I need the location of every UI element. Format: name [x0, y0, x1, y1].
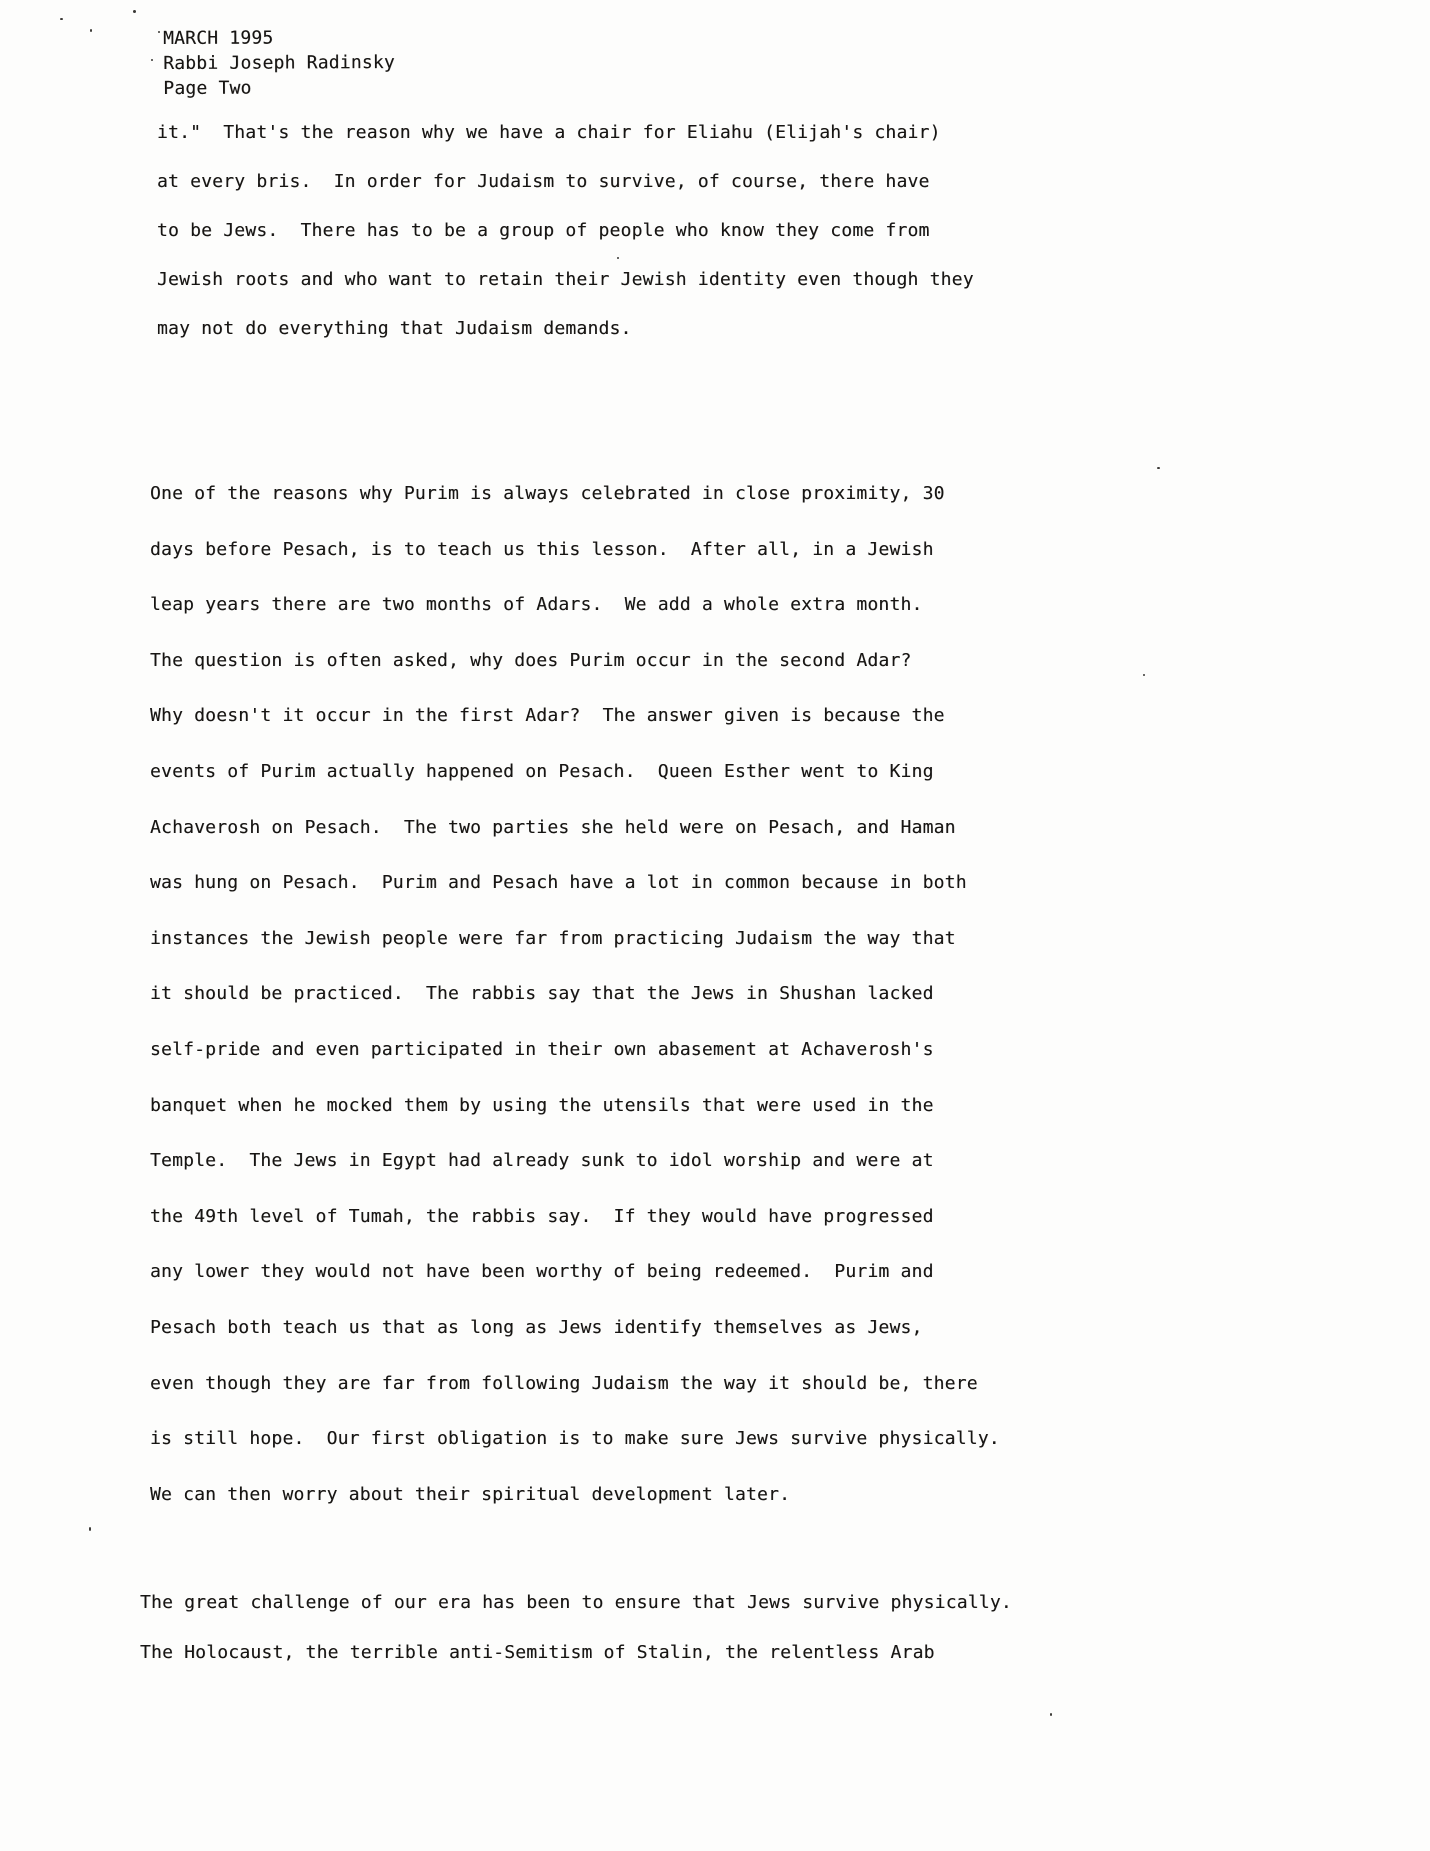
- text-line: Why doesn't it occur in the first Adar? The answer given is because the: [150, 705, 945, 727]
- text-line: the 49th level of Tumah, the rabbis say. If they would have progressed: [150, 1205, 934, 1227]
- text-line: The great challenge of our era has been to ensure that Jews survive physically.: [140, 1592, 1012, 1613]
- text-line: even though they are far from following Judaism the way it should be, there: [150, 1372, 978, 1394]
- text-line: MARCH 1995: [163, 27, 274, 49]
- scan-speck: [1157, 467, 1160, 469]
- text-line: it." That's the reason why we have a chair for Eliahu (Elijah's chair): [157, 122, 941, 143]
- text-line: Temple. The Jews in Egypt had already sunk to idol worship and were at: [150, 1150, 934, 1172]
- text-line: days before Pesach, is to teach us this lesson. After all, in a Jewish: [150, 538, 934, 560]
- scan-speck: [89, 1527, 91, 1531]
- text-line: self-pride and even participated in their own abasement at Achaverosh's: [150, 1038, 934, 1060]
- page-header: [163, 25, 395, 101]
- scan-speck: [60, 18, 63, 20]
- scan-speck: [133, 10, 136, 13]
- text-line: at every bris. In order for Judaism to survive, of course, there have: [157, 171, 930, 192]
- scan-speck: [151, 59, 153, 61]
- text-line: it should be practiced. The rabbis say that the Jews in Shushan lacked: [150, 983, 934, 1005]
- text-line: Jewish roots and who want to retain their Jewish identity even though they: [157, 269, 974, 290]
- scan-speck: [1050, 1713, 1052, 1716]
- text-line: We can then worry about their spiritual development later.: [150, 1483, 791, 1505]
- text-line: Achaverosh on Pesach. The two parties she held were on Pesach, and Haman: [150, 816, 956, 838]
- text-line: is still hope. Our first obligation is to make sure Jews survive physically.: [150, 1428, 1000, 1450]
- text-line: instances the Jewish people were far from practicing Judaism the way that: [150, 927, 956, 949]
- text-line: One of the reasons why Purim is always celebrated in close proximity, 30: [150, 483, 945, 504]
- text-line: may not do everything that Judaism demands.: [157, 318, 632, 339]
- text-line: The question is often asked, why does Purim occur in the second Adar?: [150, 649, 912, 671]
- text-line: Pesach both teach us that as long as Jews identify themselves as Jews,: [150, 1316, 923, 1338]
- paragraph-2: [150, 466, 1000, 1522]
- text-line: to be Jews. There has to be a group of people who know they come from: [157, 220, 930, 241]
- scan-speck: [158, 31, 160, 33]
- paragraph-1: [157, 108, 974, 353]
- text-line: Page Two: [163, 77, 252, 99]
- text-line: was hung on Pesach. Purim and Pesach have a lot in common because in both: [150, 872, 967, 894]
- text-line: The Holocaust, the terrible anti-Semitism of Stalin, the relentless Arab: [140, 1642, 935, 1663]
- scan-speck: [1143, 674, 1145, 676]
- paragraph-3: [140, 1578, 1012, 1678]
- text-line: events of Purim actually happened on Pesach. Queen Esther went to King: [150, 760, 934, 782]
- text-line: leap years there are two months of Adars. We add a whole extra month.: [150, 594, 923, 616]
- scan-speck: [90, 29, 92, 32]
- text-line: any lower they would not have been worthy of being redeemed. Purim and: [150, 1261, 934, 1283]
- text-line: banquet when he mocked them by using the utensils that were used in the: [150, 1094, 934, 1116]
- text-line: Rabbi Joseph Radinsky: [163, 51, 395, 74]
